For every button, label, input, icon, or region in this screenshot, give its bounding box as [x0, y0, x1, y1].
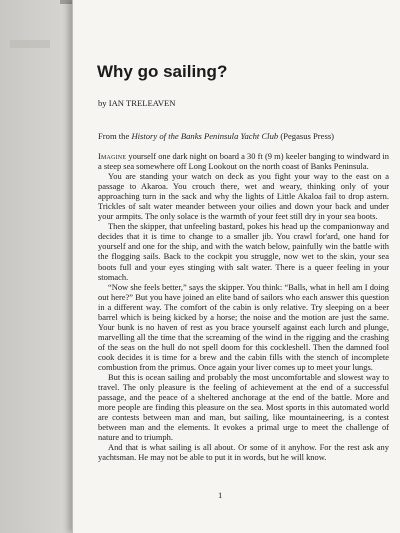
opening-word: Imagine: [98, 151, 127, 161]
author-byline: by IAN TRELEAVEN: [98, 98, 176, 108]
paragraph-text: yourself one dark night on board a 30 ft (9 m) keeler banging to windward in a steep sea somewhere off Long Lookout on the north coast of Banks Peninsula.: [98, 151, 389, 172]
source-prefix: From the: [98, 131, 130, 141]
source-publisher: (Pegasus Press): [280, 131, 335, 141]
book-page: [72, 0, 400, 533]
previous-page-text-fragment: [10, 40, 50, 48]
source-book-title: History of the Banks Peninsula Yacht Club: [131, 131, 279, 141]
page-number: 1: [218, 490, 223, 500]
body-paragraph: Then the skipper, that unfeeling bastard, pokes his head up the companionway and decides that it is time to change to a smaller jib. You crawl for'ard, one hand for yourself and one for the ship, and with the watch below, painfully win the battle with the flogging sails. Back to the cockpit you struggle, now wet to the skin, your sea boots full and your eyes stinging with salt water. There is a queer feeling in your stomach.: [98, 221, 389, 282]
body-paragraph: But this is ocean sailing and probably the most uncomfortable and slowest way to travel. The only pleasure is the feeling of achievement at the end of a successful passage, and the peace of a sheltered anchorage at the end of the battle. More and more people are finding this pleasure on the sea. Most sports in this automated world are contests between man and man, but sailing, like mountaineering, is a contest between man and the elements. It evokes a primal urge to meet the challenge of nature and to triumph.: [98, 372, 389, 443]
body-paragraph: And that is what sailing is all about. Or some of it anyhow. For the rest ask any yachtsman. He may not be able to put it in words, but he will know.: [98, 442, 389, 463]
body-paragraph: [98, 151, 389, 171]
source-citation: [98, 131, 334, 141]
body-paragraph: You are standing your watch on deck as you fight your way to the east on a passage to Akaroa. You crouch there, wet and weary, thinking only of your approaching turn in the sack and why the lights of Little Akaloa fail to drop astern. Trickles of salt water meander between your oilies and down your back and under your armpits. The only solace is the warmth of your feet still dry in your sea boots.: [98, 171, 389, 222]
article-body: [98, 151, 389, 462]
article-title: Why go sailing?: [97, 62, 228, 81]
body-paragraph: “Now she feels better,” says the skipper. You think: “Balls, what in hell am I doing out here?” But you have joined an elite band of sailors who each answer this question in a different way. The comfort of the cabin is only relative. Try sleeping on a beer barrel which is being kicked by a horse; the noise and the motion are just the same. Your bunk is no haven of rest as you brace yourself against each lurch and plunge, marvelling all the time that the screaming of the wind in the rigging and the crashing of the seas on the hull do not spell doom for this cockleshell. Then the damned fool cook decides it is time for a brew and the cabin fills with the stench of incomplete combustion from the primus. Once again your liver comes up to meet your lungs.: [98, 281, 389, 372]
